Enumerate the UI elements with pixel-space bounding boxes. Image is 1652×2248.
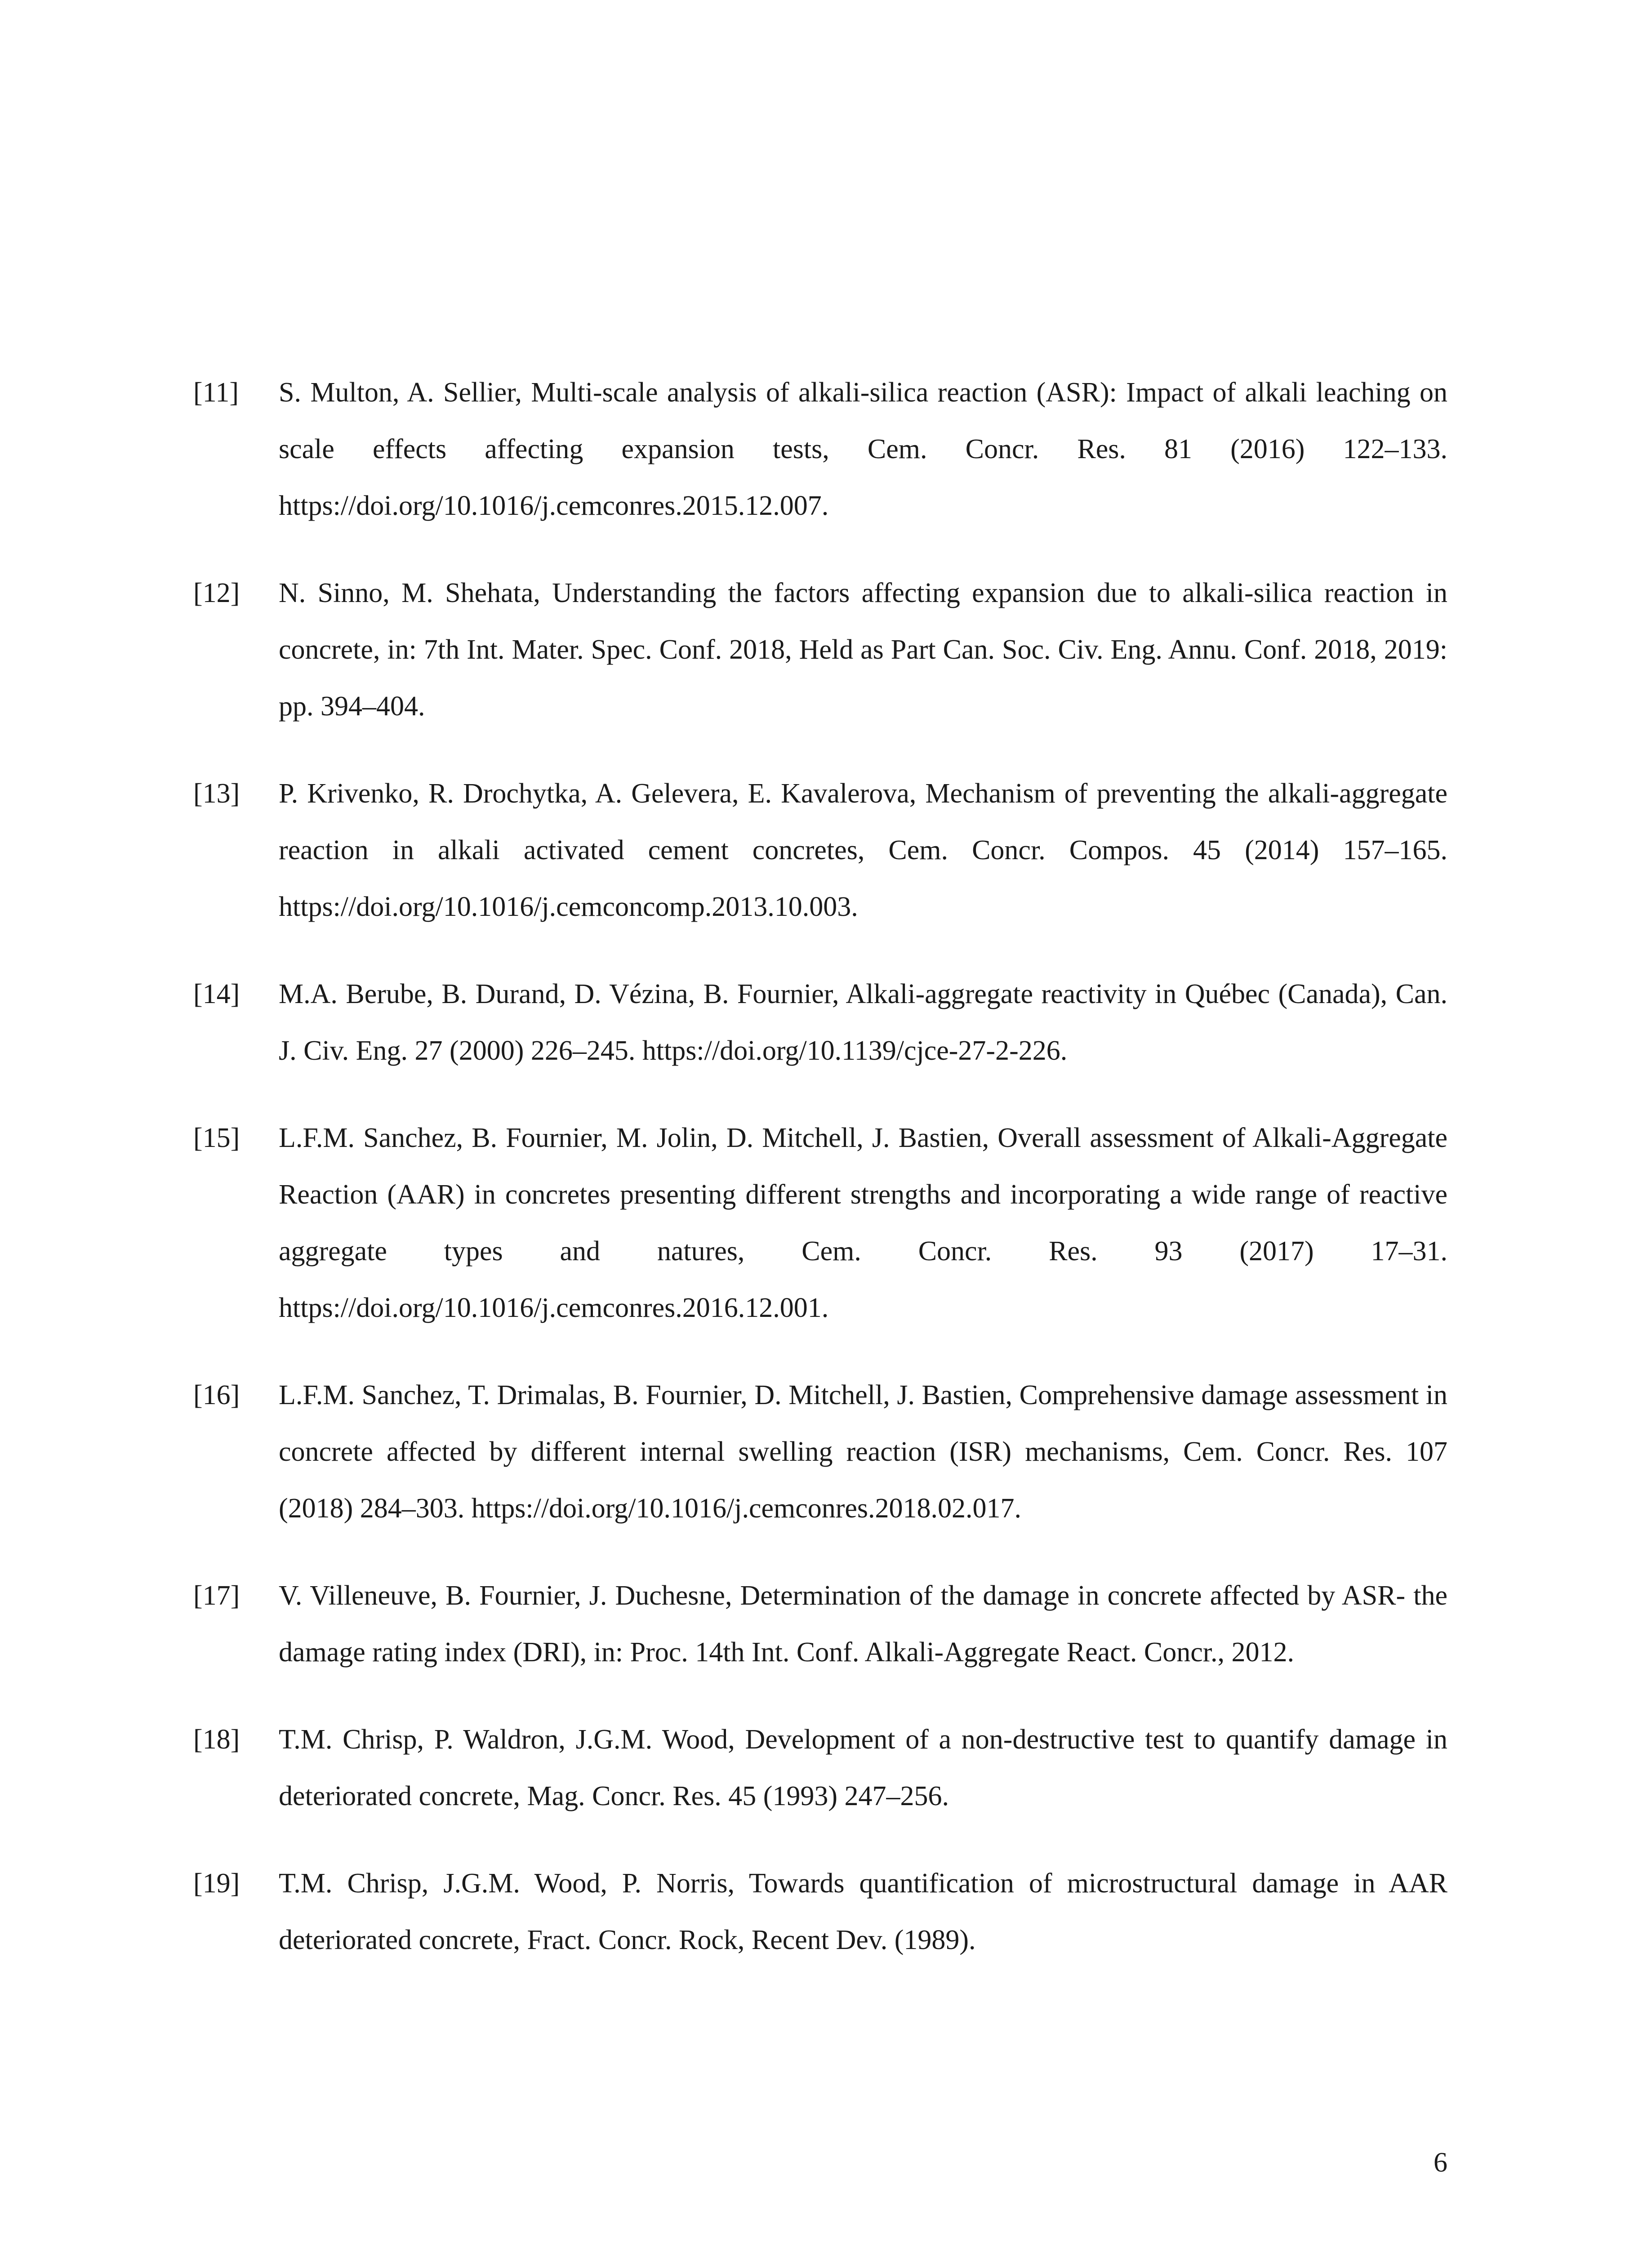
reference-number: [12] xyxy=(193,578,240,608)
reference-entry xyxy=(193,1855,1447,1968)
reference-number: [13] xyxy=(193,778,240,809)
reference-entry xyxy=(193,565,1447,735)
reference-number: [17] xyxy=(193,1580,240,1611)
reference-number: [16] xyxy=(193,1380,240,1410)
reference-entry xyxy=(193,1367,1447,1537)
reference-number: [19] xyxy=(193,1868,240,1899)
reference-text: T.M. Chrisp, P. Waldron, J.G.M. Wood, Development of a non-destructive test to quantify damage in deteriorated concrete, Mag. Concr. Res. 45 (1993) 247–256. xyxy=(279,1724,1447,1811)
reference-entry xyxy=(193,1567,1447,1681)
reference-entry xyxy=(193,1711,1447,1824)
reference-entry xyxy=(193,765,1447,935)
reference-text: N. Sinno, M. Shehata, Understanding the factors affecting expansion due to alkali-silica reaction in concrete, in: 7th Int. Mater. Spec. Conf. 2018, Held as Part Can. Soc. Civ. Eng. Annu. Conf. 2018, 2019: pp. 394–404. xyxy=(279,578,1447,722)
reference-number: [18] xyxy=(193,1724,240,1755)
page-number: 6 xyxy=(1434,2147,1447,2178)
reference-text: T.M. Chrisp, J.G.M. Wood, P. Norris, Towards quantification of microstructural damage in AAR deteriorated concrete, Fract. Concr. Rock, Recent Dev. (1989). xyxy=(279,1868,1447,1955)
reference-text: S. Multon, A. Sellier, Multi-scale analysis of alkali-silica reaction (ASR): Impact of alkali leaching on scale effects affecting expansion tests, Cem. Concr. Res. 81 (2016) 122–133. https://doi.org/10.1016/j.cemconres.2015.12.007. xyxy=(279,377,1447,521)
reference-entry xyxy=(193,1110,1447,1336)
reference-text: L.F.M. Sanchez, T. Drimalas, B. Fournier, D. Mitchell, J. Bastien, Comprehensive damage assessment in concrete affected by different internal swelling reaction (ISR) mechanisms, Cem. Concr. Res. 107 (2018) 284–303. https://doi.org/10.1016/j.cemconres.2018.02.017. xyxy=(279,1380,1447,1524)
reference-text: V. Villeneuve, B. Fournier, J. Duchesne, Determination of the damage in concrete affected by ASR- the damage rating index (DRI), in: Proc. 14th Int. Conf. Alkali-Aggregate React. Concr., 2012. xyxy=(279,1580,1447,1668)
reference-number: [15] xyxy=(193,1123,240,1153)
reference-text: L.F.M. Sanchez, B. Fournier, M. Jolin, D. Mitchell, J. Bastien, Overall assessment of Alkali-Aggregate Reaction (AAR) in concretes presenting different strengths and incorporating a wide range of reactive aggregate types and natures, Cem. Concr. Res. 93 (2017) 17–31. https://doi.org/10.1016/j.cemconres.2016.12.001. xyxy=(279,1123,1447,1323)
reference-entry xyxy=(193,966,1447,1079)
reference-entry xyxy=(193,364,1447,534)
reference-list xyxy=(193,364,1447,1999)
reference-number: [11] xyxy=(193,377,239,408)
reference-text: M.A. Berube, B. Durand, D. Vézina, B. Fournier, Alkali-aggregate reactivity in Québec (Canada), Can. J. Civ. Eng. 27 (2000) 226–245. https://doi.org/10.1139/cjce-27-2-226. xyxy=(279,979,1447,1066)
reference-text: P. Krivenko, R. Drochytka, A. Gelevera, E. Kavalerova, Mechanism of preventing the alkali-aggregate reaction in alkali activated cement concretes, Cem. Concr. Compos. 45 (2014) 157–165. https://doi.org/10.1016/j.cemconcomp.2013.10.003. xyxy=(279,778,1447,922)
reference-number: [14] xyxy=(193,979,240,1009)
